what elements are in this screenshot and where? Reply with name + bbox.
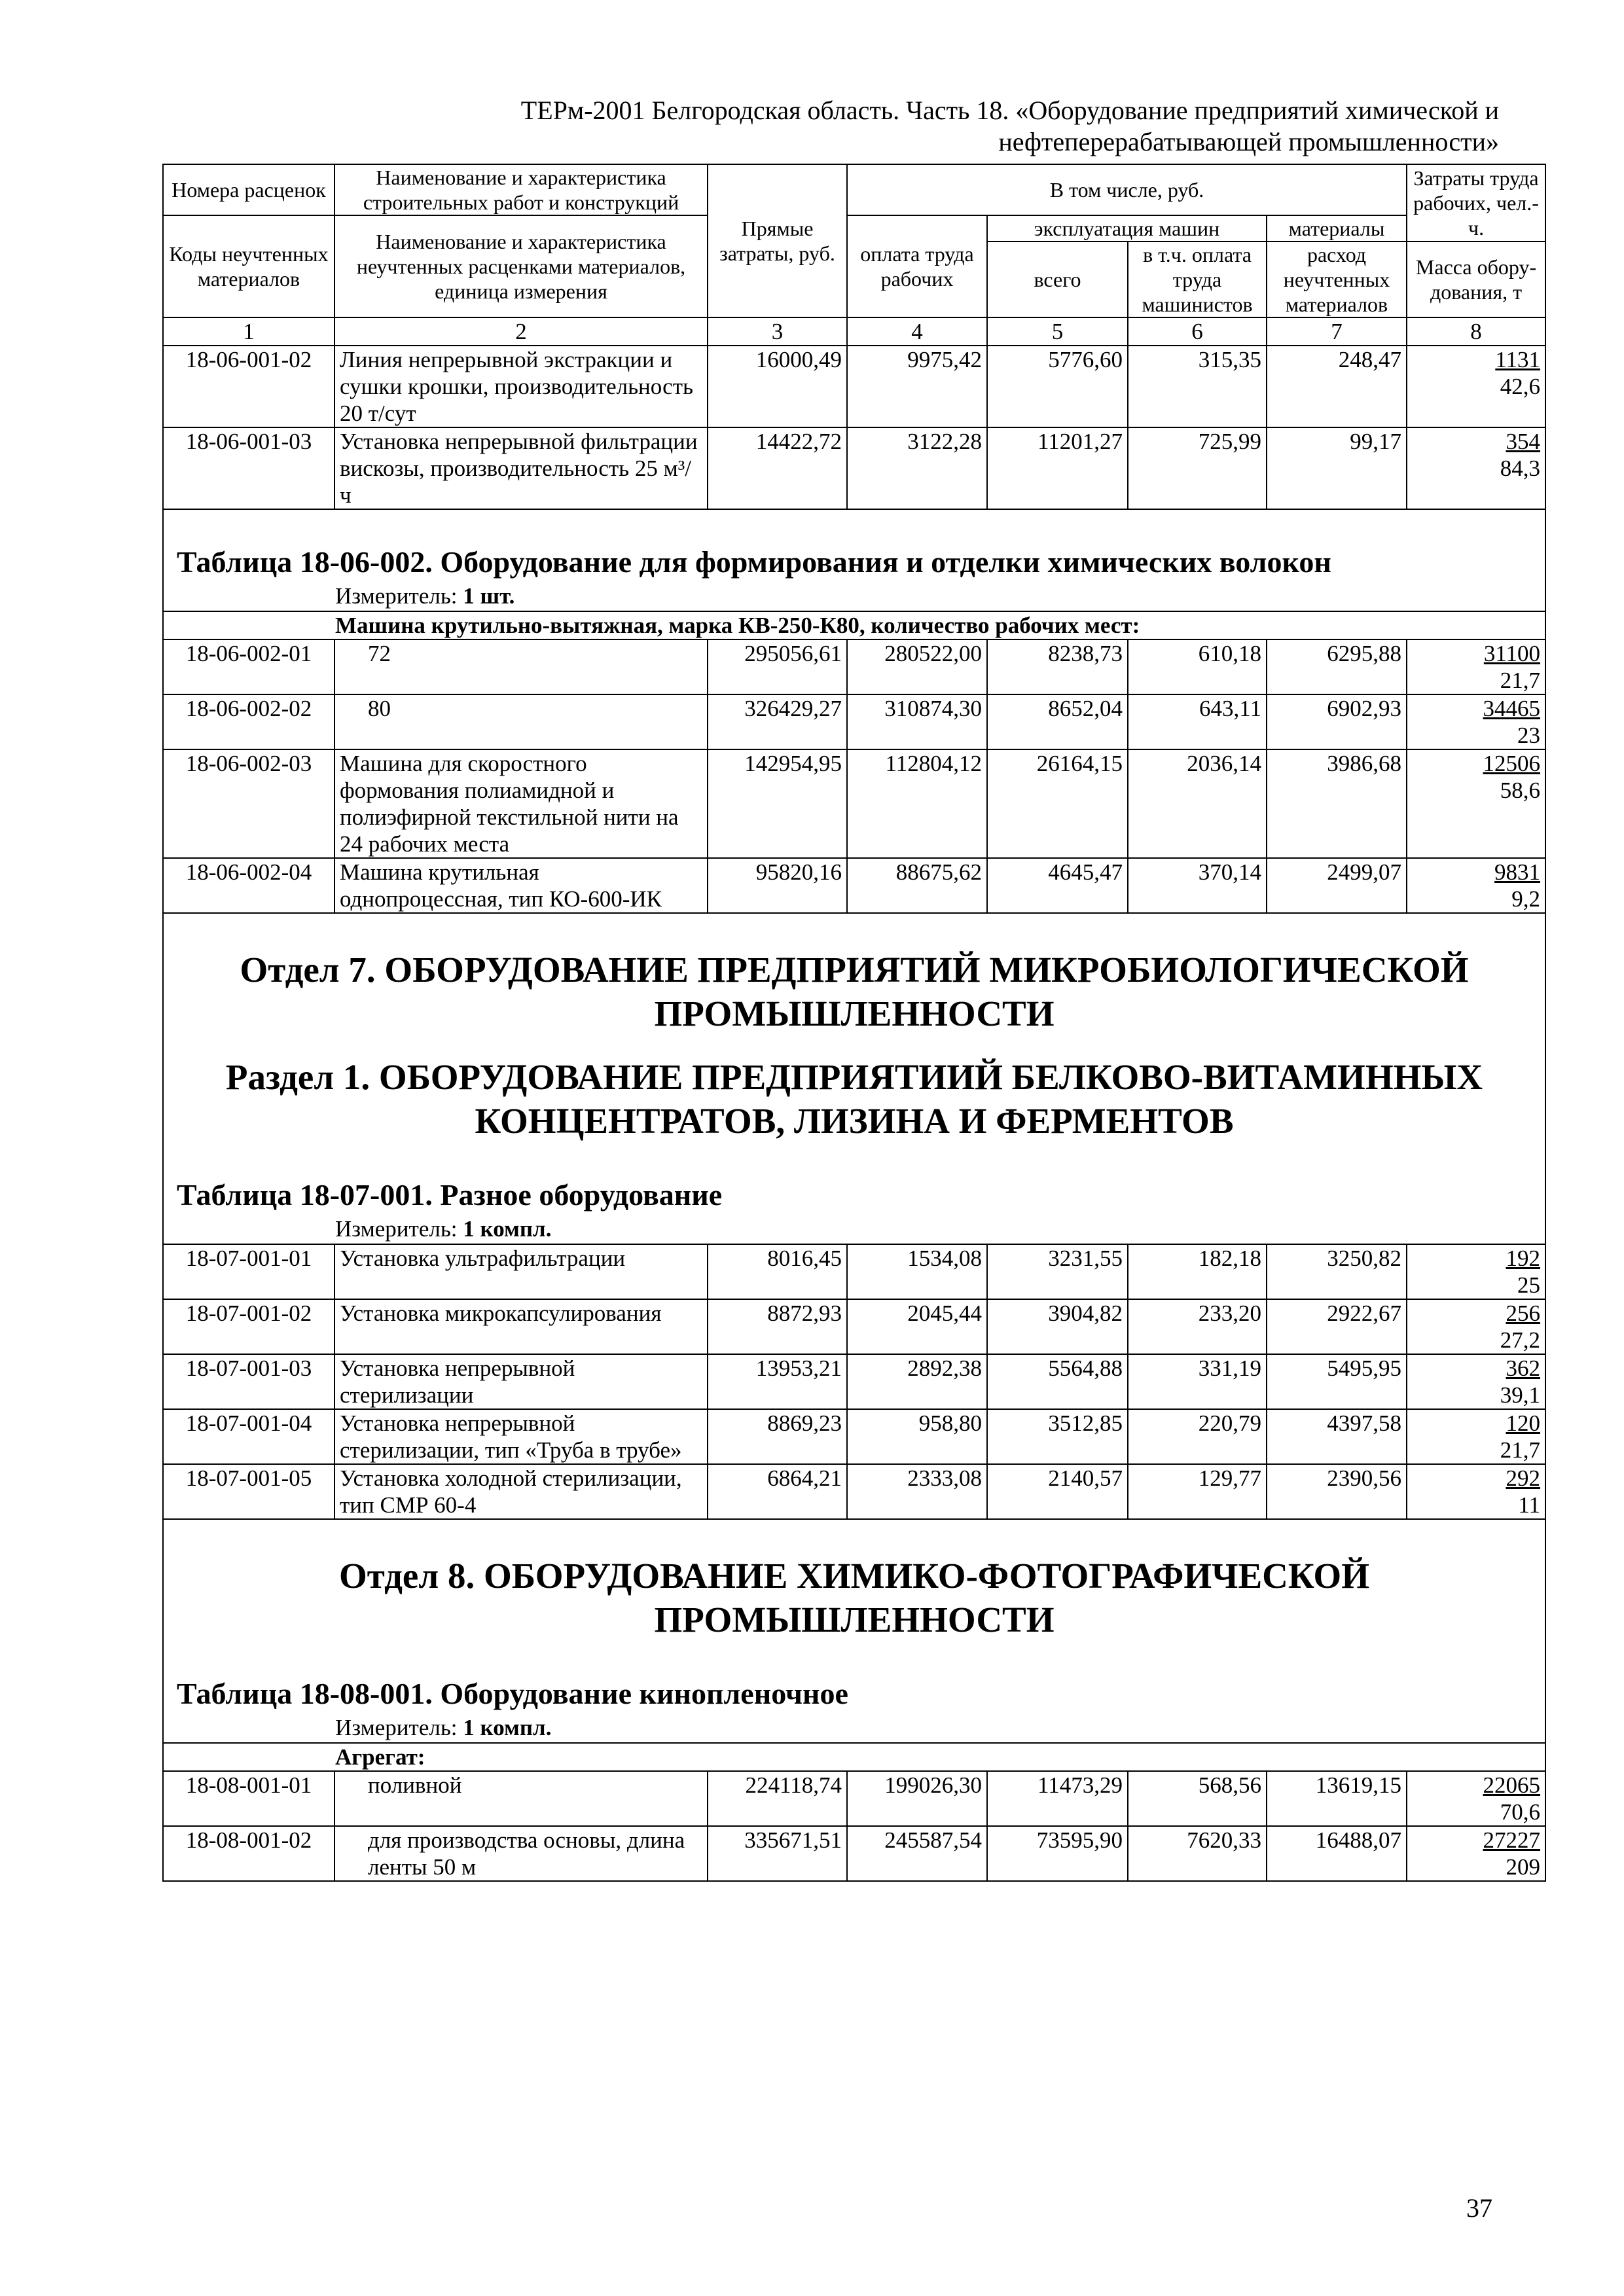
column-index: 4 [847, 317, 987, 346]
direct-cost-cell: 8869,23 [708, 1409, 847, 1464]
machinist-wages-cell: 370,14 [1128, 858, 1267, 913]
materials-cell: 16488,07 [1267, 1826, 1407, 1881]
equipment-mass-value: 11 [1518, 1492, 1541, 1518]
name-cell: для производства основы, длина ленты 50 м [334, 1826, 708, 1881]
rate-code-cell: 18-06-001-02 [163, 346, 334, 427]
labor-cost-value: 31100 [1483, 641, 1541, 666]
name-cell: поливной [334, 1771, 708, 1826]
dept8-caption-cell [163, 1519, 1545, 1743]
direct-cost-cell: 13953,21 [708, 1354, 847, 1409]
rows-08-001 [163, 1771, 1545, 1881]
col-head-work-name: Наименование и характеристика строительных работ и конструкций [334, 164, 708, 215]
worker-wages-cell: 245587,54 [847, 1826, 987, 1881]
labor-cost-value: 120 [1506, 1410, 1541, 1436]
rate-code-cell: 18-07-001-03 [163, 1354, 334, 1409]
equipment-mass-value: 58,6 [1500, 778, 1541, 803]
direct-cost-cell: 335671,51 [708, 1826, 847, 1881]
worker-wages-cell: 88675,62 [847, 858, 987, 913]
materials-cell: 6295,88 [1267, 639, 1407, 694]
table-row [163, 1244, 1545, 1299]
table-06-002-title: Таблица 18-06-002. Оборудование для формирования и отделки химических волокон [177, 545, 1331, 579]
measure-value: 1 компл. [463, 1715, 552, 1740]
table-row [163, 1299, 1545, 1354]
machinist-wages-cell: 233,20 [1128, 1299, 1267, 1354]
table-row [163, 346, 1545, 427]
column-index: 2 [334, 317, 708, 346]
table-08-001-measure [164, 1712, 1545, 1742]
labor-cost-value: 9831 [1494, 859, 1541, 885]
rate-code-cell: 18-06-001-03 [163, 427, 334, 509]
machinist-wages-cell: 220,79 [1128, 1409, 1267, 1464]
table-row [163, 694, 1545, 749]
materials-cell: 3250,82 [1267, 1244, 1407, 1299]
table-row [163, 427, 1545, 509]
worker-wages-cell: 2045,44 [847, 1299, 987, 1354]
table-row [163, 1771, 1545, 1826]
labor-cost-value: 12506 [1483, 751, 1541, 776]
labor-mass-cell [1407, 1244, 1545, 1299]
name-cell: 80 [334, 694, 708, 749]
column-index-row [163, 317, 1545, 346]
labor-cost-value: 256 [1506, 1300, 1541, 1326]
table-row [163, 858, 1545, 913]
machinist-wages-cell: 331,19 [1128, 1354, 1267, 1409]
col-head-rate-number: Номера расценок [163, 164, 334, 215]
labor-mass-cell [1407, 427, 1545, 509]
measure-label: Измеритель: [335, 583, 458, 609]
machinist-wages-cell: 182,18 [1128, 1244, 1267, 1299]
machine-total-cell: 5776,60 [987, 346, 1128, 427]
col-head-material-names: Наименование и характеристика неучтенных расценками материалов, единица измерения [334, 215, 708, 317]
direct-cost-cell: 16000,49 [708, 346, 847, 427]
table-row [163, 1409, 1545, 1464]
equipment-mass-value: 23 [1517, 723, 1541, 748]
labor-mass-cell [1407, 1464, 1545, 1519]
name-cell: Установка микрокапсулирования [334, 1299, 708, 1354]
machinist-wages-cell: 2036,14 [1128, 749, 1267, 858]
materials-cell: 2499,07 [1267, 858, 1407, 913]
running-title: ТЕРм-2001 Белгородская область. Часть 18. «Оборудование предприятий химической и нефтеперерабатывающей промышленности» [520, 96, 1499, 156]
table-07-001-measure [164, 1213, 1545, 1244]
name-cell: 72 [334, 639, 708, 694]
equipment-mass-value: 209 [1506, 1854, 1541, 1880]
column-index: 3 [708, 317, 847, 346]
column-index: 5 [987, 317, 1128, 346]
col-group-materials: материалы [1267, 215, 1407, 242]
labor-mass-cell [1407, 346, 1545, 427]
machine-total-cell: 73595,90 [987, 1826, 1128, 1881]
table-row [163, 639, 1545, 694]
materials-cell: 13619,15 [1267, 1771, 1407, 1826]
machinist-wages-cell: 643,11 [1128, 694, 1267, 749]
labor-cost-value: 354 [1506, 429, 1541, 454]
labor-cost-value: 22065 [1483, 1772, 1541, 1798]
worker-wages-cell: 112804,12 [847, 749, 987, 858]
rate-code-cell: 18-07-001-02 [163, 1299, 334, 1354]
name-cell: Машина крутильная однопроцессная, тип КО-600-ИК [334, 858, 708, 913]
rate-code-cell: 18-07-001-04 [163, 1409, 334, 1464]
col-group-machine-operation: эксплуатация машин [987, 215, 1267, 242]
table-08-001-subheading: Агрегат: [163, 1743, 1545, 1771]
dept8-caption-row [163, 1519, 1545, 1743]
rate-code-cell: 18-06-002-03 [163, 749, 334, 858]
machine-total-cell: 5564,88 [987, 1354, 1128, 1409]
machine-total-cell: 4645,47 [987, 858, 1128, 913]
equipment-mass-value: 27,2 [1500, 1327, 1541, 1353]
machinist-wages-cell: 610,18 [1128, 639, 1267, 694]
labor-mass-cell [1407, 1409, 1545, 1464]
worker-wages-cell: 280522,00 [847, 639, 987, 694]
dept7-section-title: Раздел 1. ОБОРУДОВАНИЕ ПРЕДПРИЯТИИЙ БЕЛКОВО-ВИТАМИННЫХ КОНЦЕНТРАТОВ, ЛИЗИНА И ФЕРМЕНТОВ [225, 1057, 1483, 1141]
labor-mass-cell [1407, 1826, 1545, 1881]
direct-cost-cell: 224118,74 [708, 1771, 847, 1826]
rate-code-cell: 18-06-002-02 [163, 694, 334, 749]
name-cell: Машина для скоростного формования полиамидной и полиэфирной текстильной нити на 24 рабочих места [334, 749, 708, 858]
labor-cost-value: 1131 [1495, 347, 1541, 372]
measure-label: Измеритель: [335, 1216, 458, 1242]
column-index: 7 [1267, 317, 1407, 346]
rate-code-cell: 18-07-001-05 [163, 1464, 334, 1519]
labor-mass-cell [1407, 1299, 1545, 1354]
rows-07-001 [163, 1244, 1545, 1519]
header-row-2 [163, 215, 1545, 242]
table-06-002-caption-row [163, 509, 1545, 611]
direct-cost-cell: 6864,21 [708, 1464, 847, 1519]
equipment-mass-value: 21,7 [1500, 668, 1541, 693]
equipment-mass-value: 39,1 [1500, 1382, 1541, 1408]
dept8-title: Отдел 8. ОБОРУДОВАНИЕ ХИМИКО-ФОТОГРАФИЧЕСКОЙ ПРОМЫШЛЕННОСТИ [339, 1556, 1369, 1640]
equipment-mass-value: 70,6 [1500, 1799, 1541, 1825]
machine-total-cell: 3231,55 [987, 1244, 1128, 1299]
labor-mass-cell [1407, 694, 1545, 749]
direct-cost-cell: 95820,16 [708, 858, 847, 913]
rate-code-cell: 18-07-001-01 [163, 1244, 334, 1299]
column-index: 1 [163, 317, 334, 346]
col-head-worker-wages: оплата труда рабочих [847, 215, 987, 317]
table-row [163, 1354, 1545, 1409]
equipment-mass-value: 21,7 [1500, 1437, 1541, 1463]
rate-code-cell: 18-08-001-01 [163, 1771, 334, 1826]
machinist-wages-cell: 7620,33 [1128, 1826, 1267, 1881]
column-index: 6 [1128, 317, 1267, 346]
name-cell: Установка ультрафильтрации [334, 1244, 708, 1299]
table-06-002-subheading-row [163, 611, 1545, 639]
rates-table [162, 164, 1546, 1882]
table-06-002-caption-cell [163, 509, 1545, 611]
labor-mass-cell [1407, 749, 1545, 858]
machine-total-cell: 3512,85 [987, 1409, 1128, 1464]
col-head-labor-costs: Затраты труда рабочих, чел.-ч. [1407, 164, 1545, 242]
name-cell: Линия непрерывной экстракции и сушки крошки, производительность 20 т/сут [334, 346, 708, 427]
direct-cost-cell: 8872,93 [708, 1299, 847, 1354]
col-head-machine-total: всего [987, 242, 1128, 317]
worker-wages-cell: 9975,42 [847, 346, 987, 427]
measure-value: 1 компл. [463, 1216, 552, 1242]
rate-code-cell: 18-06-002-01 [163, 639, 334, 694]
machine-total-cell: 26164,15 [987, 749, 1128, 858]
equipment-mass-value: 84,3 [1500, 456, 1541, 481]
col-head-machinist-wages: в т.ч. оплата труда машинистов [1128, 242, 1267, 317]
rate-code-cell: 18-06-002-04 [163, 858, 334, 913]
materials-cell: 99,17 [1267, 427, 1407, 509]
labor-cost-value: 362 [1506, 1355, 1541, 1381]
direct-cost-cell: 14422,72 [708, 427, 847, 509]
worker-wages-cell: 310874,30 [847, 694, 987, 749]
materials-cell: 3986,68 [1267, 749, 1407, 858]
labor-mass-cell [1407, 1354, 1545, 1409]
direct-cost-cell: 8016,45 [708, 1244, 847, 1299]
table-08-001-subheading-row [163, 1743, 1545, 1771]
machinist-wages-cell: 129,77 [1128, 1464, 1267, 1519]
rows-06-001 [163, 346, 1545, 509]
name-cell: Установка холодной стерилизации, тип СМР 60-4 [334, 1464, 708, 1519]
col-group-including: В том числе, руб. [847, 164, 1407, 215]
col-head-direct-costs: Прямые затраты, руб. [708, 164, 847, 317]
dept7-caption-cell [163, 913, 1545, 1244]
column-index: 8 [1407, 317, 1545, 346]
materials-cell: 6902,93 [1267, 694, 1407, 749]
machinist-wages-cell: 725,99 [1128, 427, 1267, 509]
machine-total-cell: 8238,73 [987, 639, 1128, 694]
col-head-equipment-mass: Масса обору-дования, т [1407, 242, 1545, 317]
measure-label: Измеритель: [335, 1715, 458, 1740]
equipment-mass-value: 42,6 [1500, 374, 1541, 399]
materials-cell: 5495,95 [1267, 1354, 1407, 1409]
machine-total-cell: 11473,29 [987, 1771, 1128, 1826]
equipment-mass-value: 25 [1517, 1272, 1541, 1298]
worker-wages-cell: 2892,38 [847, 1354, 987, 1409]
worker-wages-cell: 1534,08 [847, 1244, 987, 1299]
rows-06-002 [163, 639, 1545, 913]
dept7-caption-row [163, 913, 1545, 1244]
worker-wages-cell: 958,80 [847, 1409, 987, 1464]
table-row [163, 1826, 1545, 1881]
header-row-1 [163, 164, 1545, 215]
measure-value: 1 шт. [463, 583, 515, 609]
direct-cost-cell: 142954,95 [708, 749, 847, 858]
equipment-mass-value: 9,2 [1511, 886, 1541, 912]
table-07-001-title: Таблица 18-07-001. Разное оборудование [177, 1178, 723, 1211]
labor-cost-value: 192 [1506, 1246, 1541, 1271]
table-row [163, 1464, 1545, 1519]
table-06-002-measure [164, 581, 1545, 611]
materials-cell: 2390,56 [1267, 1464, 1407, 1519]
machinist-wages-cell: 568,56 [1128, 1771, 1267, 1826]
rate-code-cell: 18-08-001-02 [163, 1826, 334, 1881]
table-06-002-subheading: Машина крутильно-вытяжная, марка КВ-250-К80, количество рабочих мест: [163, 611, 1545, 639]
machine-total-cell: 3904,82 [987, 1299, 1128, 1354]
table-08-001-title: Таблица 18-08-001. Оборудование кинопленочное [177, 1677, 848, 1710]
labor-cost-value: 27227 [1483, 1827, 1541, 1853]
labor-mass-cell [1407, 858, 1545, 913]
labor-mass-cell [1407, 1771, 1545, 1826]
page-number: 37 [1466, 2193, 1492, 2223]
labor-cost-value: 34465 [1483, 696, 1541, 721]
materials-cell: 4397,58 [1267, 1409, 1407, 1464]
materials-cell: 248,47 [1267, 346, 1407, 427]
worker-wages-cell: 199026,30 [847, 1771, 987, 1826]
table-row [163, 749, 1545, 858]
machine-total-cell: 11201,27 [987, 427, 1128, 509]
machinist-wages-cell: 315,35 [1128, 346, 1267, 427]
labor-mass-cell [1407, 639, 1545, 694]
name-cell: Установка непрерывной фильтрации вискозы, производительность 25 м³/ч [334, 427, 708, 509]
name-cell: Установка непрерывной стерилизации, тип «Труба в трубе» [334, 1409, 708, 1464]
name-cell: Установка непрерывной стерилизации [334, 1354, 708, 1409]
labor-cost-value: 292 [1506, 1465, 1541, 1491]
col-head-material-consumption: расход неучтенных материалов [1267, 242, 1407, 317]
machine-total-cell: 2140,57 [987, 1464, 1128, 1519]
worker-wages-cell: 2333,08 [847, 1464, 987, 1519]
worker-wages-cell: 3122,28 [847, 427, 987, 509]
col-head-material-codes: Коды неучтенных материалов [163, 215, 334, 317]
materials-cell: 2922,67 [1267, 1299, 1407, 1354]
direct-cost-cell: 295056,61 [708, 639, 847, 694]
machine-total-cell: 8652,04 [987, 694, 1128, 749]
direct-cost-cell: 326429,27 [708, 694, 847, 749]
dept7-title: Отдел 7. ОБОРУДОВАНИЕ ПРЕДПРИЯТИЙ МИКРОБИОЛОГИЧЕСКОЙ ПРОМЫШЛЕННОСТИ [240, 950, 1469, 1033]
